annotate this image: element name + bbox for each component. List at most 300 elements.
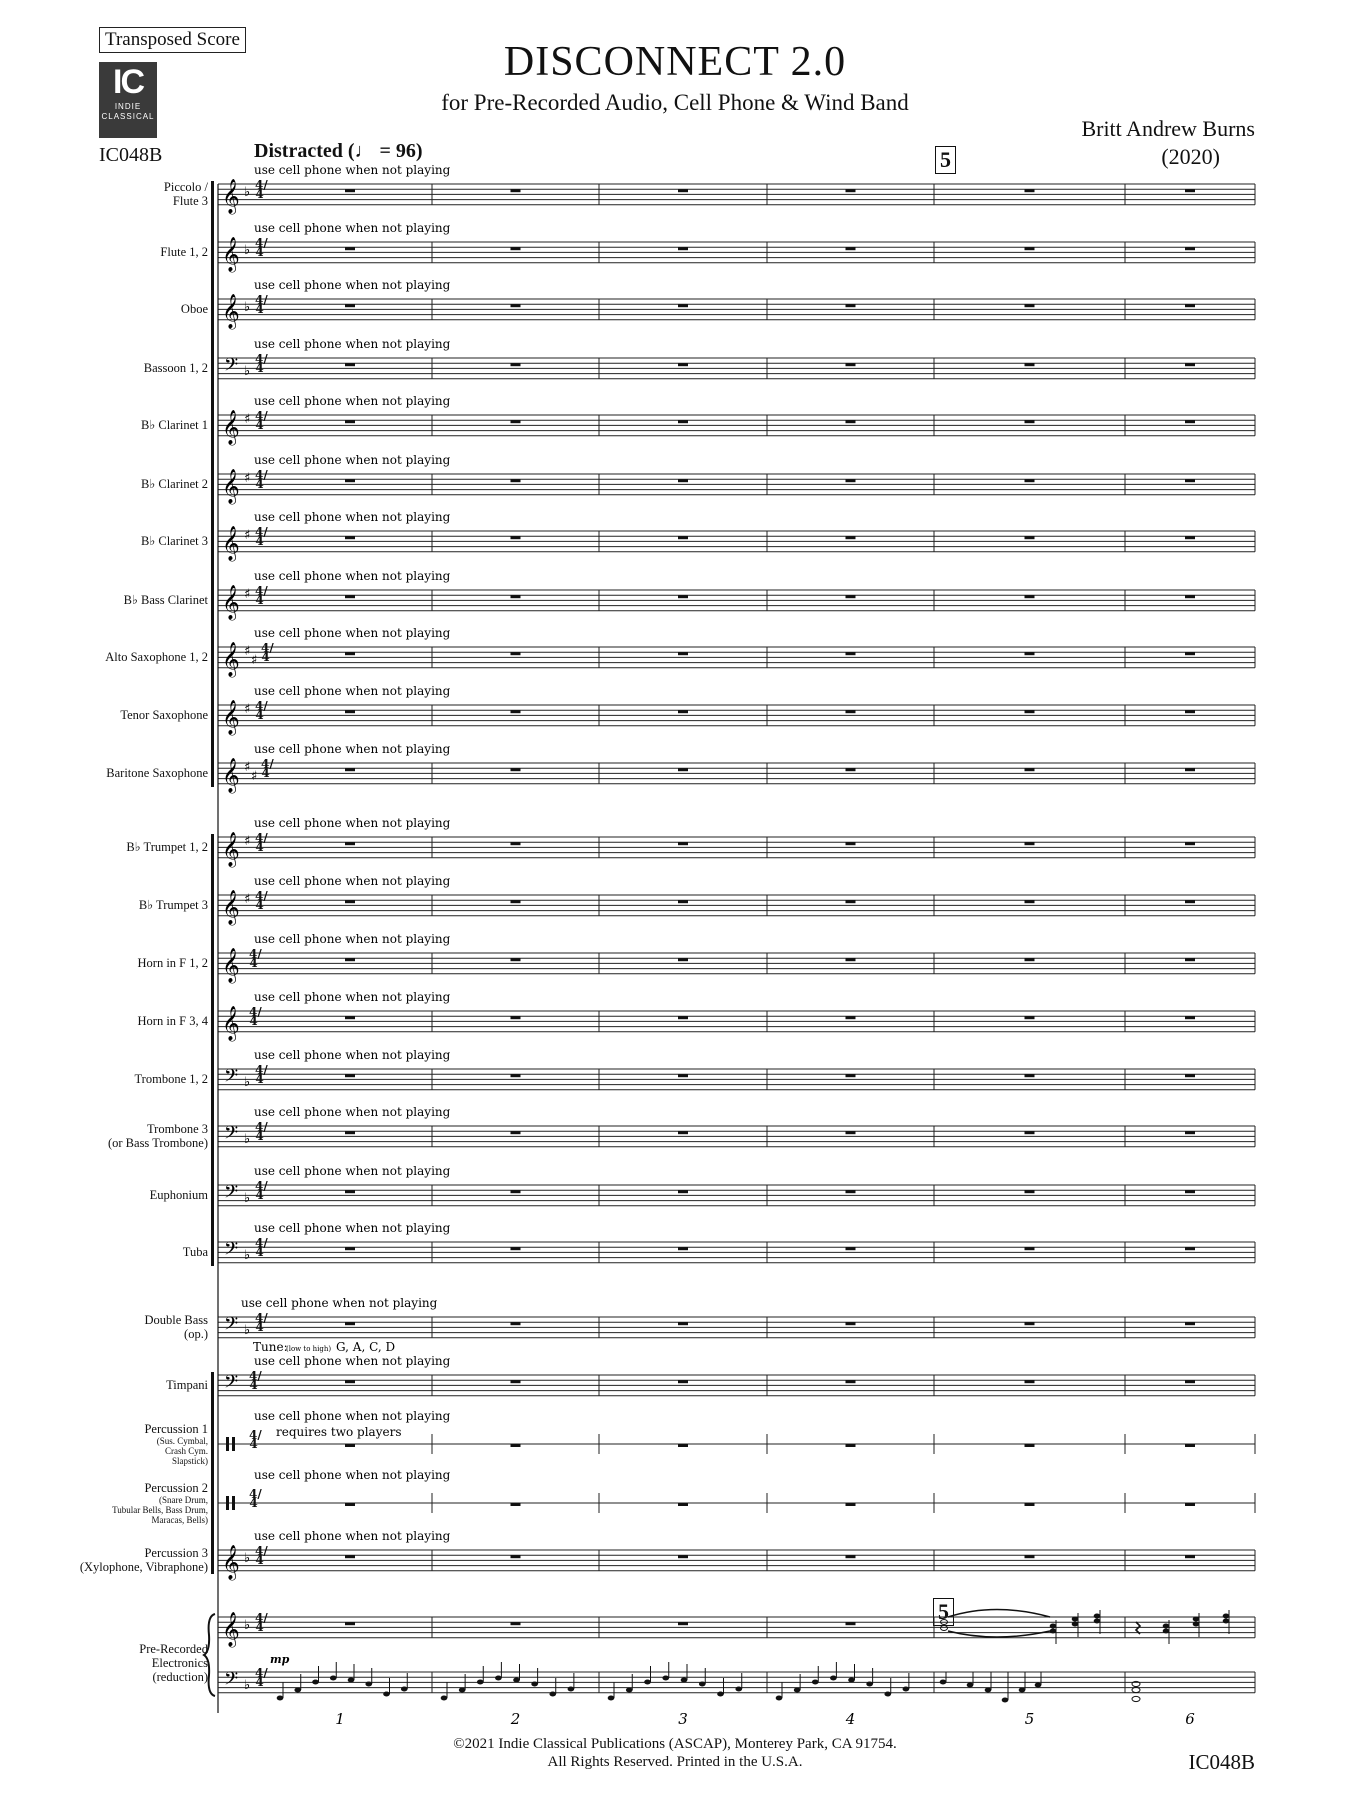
whole-rest — [511, 479, 521, 482]
flat-icon: ♭ — [244, 300, 251, 315]
treble-clef-icon: 𝄞 — [222, 526, 240, 561]
treble-clef-icon: 𝄞 — [222, 237, 240, 272]
note-head — [967, 1683, 974, 1688]
electronics-label-line: (reduction) — [152, 1670, 208, 1684]
flat-icon: ♭ — [244, 364, 251, 379]
flat-icon: ♭ — [244, 1551, 251, 1566]
instrument-label: Horn in F 1, 2 — [137, 956, 208, 970]
note-head — [884, 1692, 891, 1697]
cell-phone-instruction: use cell phone when not playing — [254, 394, 451, 408]
whole-rest — [678, 420, 688, 423]
time-signature: 4/4 — [255, 1544, 268, 1567]
whole-rest — [678, 768, 688, 771]
note-head — [794, 1688, 801, 1693]
instrument-label: Trombone 3 (or Bass Trombone) — [107, 1122, 208, 1150]
note-head — [1002, 1698, 1009, 1703]
whole-rest — [1185, 1444, 1195, 1447]
note-head — [1094, 1614, 1101, 1619]
electronics-label-line: Electronics — [151, 1656, 208, 1670]
treble-clef-icon: 𝄞 — [222, 469, 240, 504]
note-head — [1050, 1629, 1057, 1634]
instrument-label: Timpani — [166, 1378, 208, 1392]
note-head — [1193, 1617, 1200, 1622]
whole-rest — [1025, 479, 1035, 482]
time-signature: 4/4 — [255, 293, 268, 316]
time-signature: 4/4 — [261, 641, 274, 664]
whole-rest — [1185, 842, 1195, 845]
score-subtitle: for Pre-Recorded Audio, Cell Phone & Wind Band — [441, 90, 909, 115]
note-head — [294, 1688, 301, 1693]
measure-number: 3 — [678, 1710, 688, 1728]
whole-rest — [678, 304, 688, 307]
catalog-number: IC048B — [99, 144, 163, 166]
whole-rest — [1025, 420, 1035, 423]
note-head — [830, 1676, 837, 1681]
cell-phone-instruction: use cell phone when not playing — [254, 1354, 451, 1368]
whole-rest — [511, 1322, 521, 1325]
whole-rest — [1025, 958, 1035, 961]
note-head — [441, 1696, 448, 1701]
note-head — [1094, 1619, 1101, 1624]
whole-note-head — [1132, 1687, 1140, 1692]
instrument-label: Alto Saxophone 1, 2 — [105, 650, 208, 664]
note-head — [735, 1687, 742, 1692]
measure-number: 4 — [845, 1710, 856, 1728]
whole-rest — [345, 247, 355, 250]
note-head — [531, 1682, 538, 1687]
sharp-icon: ♯ — [244, 412, 251, 427]
cell-phone-instruction: use cell phone when not playing — [254, 278, 451, 292]
treble-clef-icon: 𝄞 — [222, 179, 240, 214]
whole-rest — [345, 768, 355, 771]
whole-rest — [511, 304, 521, 307]
whole-rest — [1025, 247, 1035, 250]
whole-rest — [511, 536, 521, 539]
time-signature: 4/4 — [255, 1179, 268, 1202]
cell-phone-instruction: use cell phone when not playing — [254, 337, 451, 351]
note-head — [401, 1687, 408, 1692]
measure-number: 2 — [510, 1710, 521, 1728]
whole-rest — [678, 247, 688, 250]
whole-rest — [511, 1074, 521, 1077]
whole-rest — [511, 247, 521, 250]
note-head — [1019, 1688, 1026, 1693]
whole-rest — [1025, 1190, 1035, 1193]
sharp-icon: ♯ — [251, 653, 258, 668]
sharp-icon: ♯ — [244, 528, 251, 543]
note-head — [1050, 1624, 1057, 1629]
whole-rest — [846, 536, 856, 539]
score-title: DISCONNECT 2.0 — [503, 39, 847, 85]
time-signature: 4/4 — [255, 1611, 268, 1634]
whole-rest — [1025, 304, 1035, 307]
whole-rest — [678, 652, 688, 655]
note-head — [1072, 1622, 1079, 1627]
sharp-icon: ♯ — [244, 644, 251, 659]
rehearsal-mark-electronics: 5 — [933, 1598, 954, 1626]
bass-clef-icon: 𝄢 — [224, 1123, 239, 1148]
whole-rest — [345, 1622, 355, 1625]
whole-rest — [345, 1322, 355, 1325]
time-signature: 4/4 — [255, 178, 268, 201]
note-head — [348, 1678, 355, 1683]
note-head — [477, 1680, 484, 1685]
performance-note: requires two players — [276, 1425, 402, 1439]
whole-rest — [846, 189, 856, 192]
whole-rest — [1025, 652, 1035, 655]
measure-number: 6 — [1185, 1710, 1195, 1728]
rights-line: All Rights Reserved. Printed in the U.S.A. — [547, 1754, 803, 1770]
composer: Britt Andrew Burns — [1081, 116, 1255, 141]
whole-rest — [846, 1074, 856, 1077]
note-head — [312, 1680, 319, 1685]
instrument-label: Flute 1, 2 — [160, 245, 208, 259]
instrument-label: Bassoon 1, 2 — [143, 361, 208, 375]
whole-rest — [345, 900, 355, 903]
whole-rest — [678, 536, 688, 539]
treble-clef-icon: 𝄞 — [222, 758, 240, 793]
instrument-label: Euphonium — [149, 1188, 208, 1202]
bass-clef-icon: 𝄢 — [224, 1066, 239, 1091]
instrument-label: Percussion 1 (Sus. Cymbal, Crash Cym. Slapstick) — [144, 1422, 208, 1466]
note-head — [1223, 1614, 1230, 1619]
flat-icon: ♭ — [244, 1191, 251, 1206]
whole-rest — [846, 420, 856, 423]
flat-icon: ♭ — [244, 1323, 251, 1338]
bass-clef-icon: 𝄢 — [224, 355, 239, 380]
instrument-label: Trombone 1, 2 — [134, 1072, 208, 1086]
whole-rest — [345, 1074, 355, 1077]
note-head — [866, 1682, 873, 1687]
time-signature: 4/4 — [255, 236, 268, 259]
note-head — [1223, 1619, 1230, 1624]
logo-letters: IC — [113, 63, 143, 101]
whole-rest — [511, 1622, 521, 1625]
cell-phone-instruction: use cell phone when not playing — [254, 626, 451, 640]
time-signature: 4/4 — [255, 1311, 268, 1334]
flat-icon: ♭ — [244, 243, 251, 258]
whole-rest — [678, 1555, 688, 1558]
whole-rest — [678, 710, 688, 713]
whole-rest — [1185, 1131, 1195, 1134]
flat-icon: ♭ — [244, 185, 251, 200]
percussion-clef-icon — [232, 1496, 235, 1510]
whole-rest — [345, 958, 355, 961]
cell-phone-instruction: use cell phone when not playing — [254, 932, 451, 946]
whole-rest — [678, 363, 688, 366]
whole-rest — [846, 710, 856, 713]
whole-rest — [345, 595, 355, 598]
bass-clef-icon: 𝄢 — [224, 1182, 239, 1207]
sharp-icon: ♯ — [244, 892, 251, 907]
whole-rest — [345, 710, 355, 713]
half-note-head — [941, 1626, 948, 1631]
tempo-marking: Distracted (♩ = 96) — [254, 140, 423, 162]
whole-rest — [511, 958, 521, 961]
time-signature: 4/4 — [249, 1369, 262, 1392]
sharp-icon: ♯ — [244, 471, 251, 486]
whole-rest — [1185, 247, 1195, 250]
whole-rest — [1185, 652, 1195, 655]
cell-phone-instruction: use cell phone when not playing — [254, 816, 451, 830]
whole-rest — [678, 1016, 688, 1019]
time-signature: 4/4 — [249, 947, 262, 970]
whole-rest — [1185, 1016, 1195, 1019]
whole-rest — [511, 1016, 521, 1019]
whole-rest — [1025, 710, 1035, 713]
whole-rest — [1185, 420, 1195, 423]
whole-rest — [345, 1016, 355, 1019]
time-signature: 4/4 — [255, 889, 268, 912]
transposed-score-label: Transposed Score — [99, 27, 246, 53]
cell-phone-instruction: use cell phone when not playing — [254, 1409, 451, 1423]
note-head — [608, 1696, 615, 1701]
whole-rest — [1025, 536, 1035, 539]
note-head — [1163, 1624, 1170, 1629]
whole-rest — [1185, 1380, 1195, 1383]
whole-rest — [345, 1503, 355, 1506]
note-head — [776, 1696, 783, 1701]
dynamic-marking: mp — [270, 1653, 290, 1666]
note-head — [662, 1676, 669, 1681]
whole-rest — [511, 900, 521, 903]
bass-clef-icon: 𝄢 — [224, 1669, 239, 1694]
sharp-icon: ♯ — [251, 769, 258, 784]
flat-icon: ♭ — [244, 1618, 251, 1633]
instrument-label: B♭ Trumpet 3 — [138, 898, 208, 912]
whole-rest — [678, 1503, 688, 1506]
whole-rest — [1185, 710, 1195, 713]
whole-rest — [1025, 1444, 1035, 1447]
whole-rest — [678, 595, 688, 598]
whole-rest — [345, 479, 355, 482]
note-head — [1035, 1683, 1042, 1688]
cell-phone-instruction: use cell phone when not playing — [254, 1221, 451, 1235]
sharp-icon: ♯ — [244, 760, 251, 775]
time-signature: 4/4 — [255, 1063, 268, 1086]
whole-rest — [678, 1322, 688, 1325]
whole-rest — [1025, 189, 1035, 192]
instrument-label: Tenor Saxophone — [120, 708, 208, 722]
treble-clef-icon: 𝄞 — [222, 585, 240, 620]
timpani-tune-label: Tune: — [253, 1340, 288, 1354]
whole-rest — [1025, 1380, 1035, 1383]
cell-phone-instruction: use cell phone when not playing — [254, 990, 451, 1004]
whole-rest — [1185, 536, 1195, 539]
whole-rest — [511, 189, 521, 192]
whole-rest — [345, 363, 355, 366]
note-head — [848, 1678, 855, 1683]
whole-rest — [1025, 1322, 1035, 1325]
whole-rest — [511, 768, 521, 771]
whole-rest — [1025, 900, 1035, 903]
percussion-clef-icon — [232, 1437, 235, 1451]
whole-rest — [345, 1190, 355, 1193]
note-head — [277, 1696, 284, 1701]
whole-rest — [846, 479, 856, 482]
whole-rest — [1185, 304, 1195, 307]
time-signature: 4/4 — [255, 525, 268, 548]
treble-clef-icon: 𝄞 — [222, 832, 240, 867]
whole-rest — [1185, 479, 1195, 482]
whole-rest — [1185, 189, 1195, 192]
sharp-icon: ♯ — [244, 834, 251, 849]
note-head — [495, 1676, 502, 1681]
cell-phone-instruction: use cell phone when not playing — [254, 221, 451, 235]
instrument-label: Oboe — [180, 302, 208, 316]
whole-rest — [846, 652, 856, 655]
cell-phone-instruction: use cell phone when not playing — [254, 1468, 451, 1482]
whole-rest — [511, 710, 521, 713]
whole-rest — [511, 595, 521, 598]
instrument-label: Percussion 3 (Xylophone, Vibraphone) — [79, 1546, 208, 1574]
whole-rest — [1185, 1555, 1195, 1558]
whole-rest — [1025, 1503, 1035, 1506]
note-head — [903, 1687, 910, 1692]
whole-rest — [846, 595, 856, 598]
cell-phone-instruction: use cell phone when not playing — [254, 510, 451, 524]
treble-clef-icon: 𝄞 — [222, 642, 240, 677]
whole-rest — [1025, 1247, 1035, 1250]
whole-rest — [678, 1074, 688, 1077]
instrument-label: Horn in F 3, 4 — [137, 1014, 208, 1028]
whole-rest — [511, 1190, 521, 1193]
time-signature: 4/4 — [255, 1666, 268, 1689]
cell-phone-instruction: use cell phone when not playing — [254, 1105, 451, 1119]
timpani-tune-notes: G, A, C, D — [336, 1340, 396, 1354]
whole-rest — [846, 958, 856, 961]
treble-clef-icon: 𝄞 — [222, 700, 240, 735]
whole-rest — [511, 420, 521, 423]
treble-clef-icon: 𝄞 — [222, 294, 240, 329]
whole-rest — [678, 1444, 688, 1447]
treble-clef-icon: 𝄞 — [222, 890, 240, 925]
whole-rest — [1185, 1074, 1195, 1077]
note-head — [1163, 1629, 1170, 1634]
bass-clef-icon: 𝄢 — [224, 1372, 239, 1397]
whole-rest — [846, 900, 856, 903]
time-signature: 4/4 — [255, 831, 268, 854]
time-signature: 4/4 — [255, 1236, 268, 1259]
whole-rest — [1185, 363, 1195, 366]
measure-number: 5 — [1024, 1710, 1035, 1728]
whole-rest — [1185, 1503, 1195, 1506]
whole-rest — [678, 842, 688, 845]
whole-rest — [846, 1380, 856, 1383]
whole-rest — [678, 1247, 688, 1250]
electronics-label-line: Pre-Recorded — [139, 1642, 208, 1656]
whole-rest — [345, 1131, 355, 1134]
whole-rest — [1025, 595, 1035, 598]
logo-sub: INDIE — [114, 102, 142, 111]
instrument-label: Double Bass (op.) — [144, 1313, 208, 1341]
time-signature: 4/4 — [255, 584, 268, 607]
note-head — [717, 1692, 724, 1697]
whole-rest — [511, 363, 521, 366]
footer-catalog-number: IC048B — [1188, 1750, 1255, 1774]
cell-phone-instruction: use cell phone when not playing — [254, 874, 451, 888]
timpani-tune-range: (low to high) — [286, 1345, 332, 1353]
whole-rest — [678, 958, 688, 961]
time-signature: 4/4 — [249, 1487, 262, 1510]
note-head — [365, 1682, 372, 1687]
whole-rest — [846, 1190, 856, 1193]
flat-icon: ♭ — [244, 1132, 251, 1147]
whole-rest — [1025, 842, 1035, 845]
instrument-label: Piccolo / Flute 3 — [163, 180, 208, 208]
sharp-icon: ♯ — [244, 587, 251, 602]
cell-phone-instruction: use cell phone when not playing — [254, 569, 451, 583]
note-head — [383, 1692, 390, 1697]
whole-rest — [678, 1622, 688, 1625]
instrument-label: B♭ Bass Clarinet — [123, 593, 208, 607]
time-signature: 4/4 — [255, 1120, 268, 1143]
whole-rest — [1025, 1016, 1035, 1019]
time-signature: 4/4 — [255, 468, 268, 491]
bass-clef-icon: 𝄢 — [224, 1239, 239, 1264]
treble-clef-icon: 𝄞 — [222, 410, 240, 445]
whole-rest — [1185, 900, 1195, 903]
sharp-icon: ♯ — [244, 702, 251, 717]
whole-rest — [846, 1247, 856, 1250]
instrument-label: B♭ Clarinet 3 — [141, 534, 208, 548]
percussion-clef-icon — [226, 1437, 229, 1451]
whole-rest — [345, 1555, 355, 1558]
whole-rest — [1185, 1247, 1195, 1250]
whole-rest — [1025, 768, 1035, 771]
time-signature: 4/4 — [261, 757, 274, 780]
flat-icon: ♭ — [244, 1678, 251, 1693]
whole-rest — [846, 1322, 856, 1325]
whole-rest — [345, 189, 355, 192]
note-head — [1072, 1617, 1079, 1622]
whole-rest — [678, 189, 688, 192]
time-signature: 4/4 — [249, 1428, 262, 1451]
whole-rest — [846, 842, 856, 845]
whole-rest — [1025, 1555, 1035, 1558]
whole-rest — [345, 842, 355, 845]
treble-clef-icon: 𝄞 — [222, 1006, 240, 1041]
note-head — [985, 1688, 992, 1693]
treble-clef-icon: 𝄞 — [222, 1545, 240, 1580]
whole-rest — [345, 304, 355, 307]
cell-phone-instruction: use cell phone when not playing — [254, 1048, 451, 1062]
measure-number: 1 — [335, 1710, 345, 1728]
cell-phone-instruction: use cell phone when not playing — [254, 1529, 451, 1543]
whole-rest — [846, 768, 856, 771]
instrument-label: B♭ Clarinet 2 — [141, 477, 208, 491]
whole-rest — [345, 1380, 355, 1383]
whole-rest — [846, 1555, 856, 1558]
whole-rest — [846, 1444, 856, 1447]
whole-rest — [1025, 1074, 1035, 1077]
cell-phone-instruction: use cell phone when not playing — [254, 163, 451, 177]
note-head — [568, 1687, 575, 1692]
whole-rest — [678, 900, 688, 903]
whole-rest — [846, 1503, 856, 1506]
cell-phone-instruction: use cell phone when not playing — [254, 684, 451, 698]
note-head — [330, 1676, 337, 1681]
whole-rest — [678, 1190, 688, 1193]
whole-rest — [1185, 1190, 1195, 1193]
whole-rest — [345, 420, 355, 423]
cell-phone-instruction: use cell phone when not playing — [254, 742, 451, 756]
whole-rest — [511, 842, 521, 845]
whole-rest — [345, 1444, 355, 1447]
whole-rest — [846, 1131, 856, 1134]
cell-phone-instruction: use cell phone when not playing — [254, 1164, 451, 1178]
bass-clef-icon: 𝄢 — [224, 1314, 239, 1339]
